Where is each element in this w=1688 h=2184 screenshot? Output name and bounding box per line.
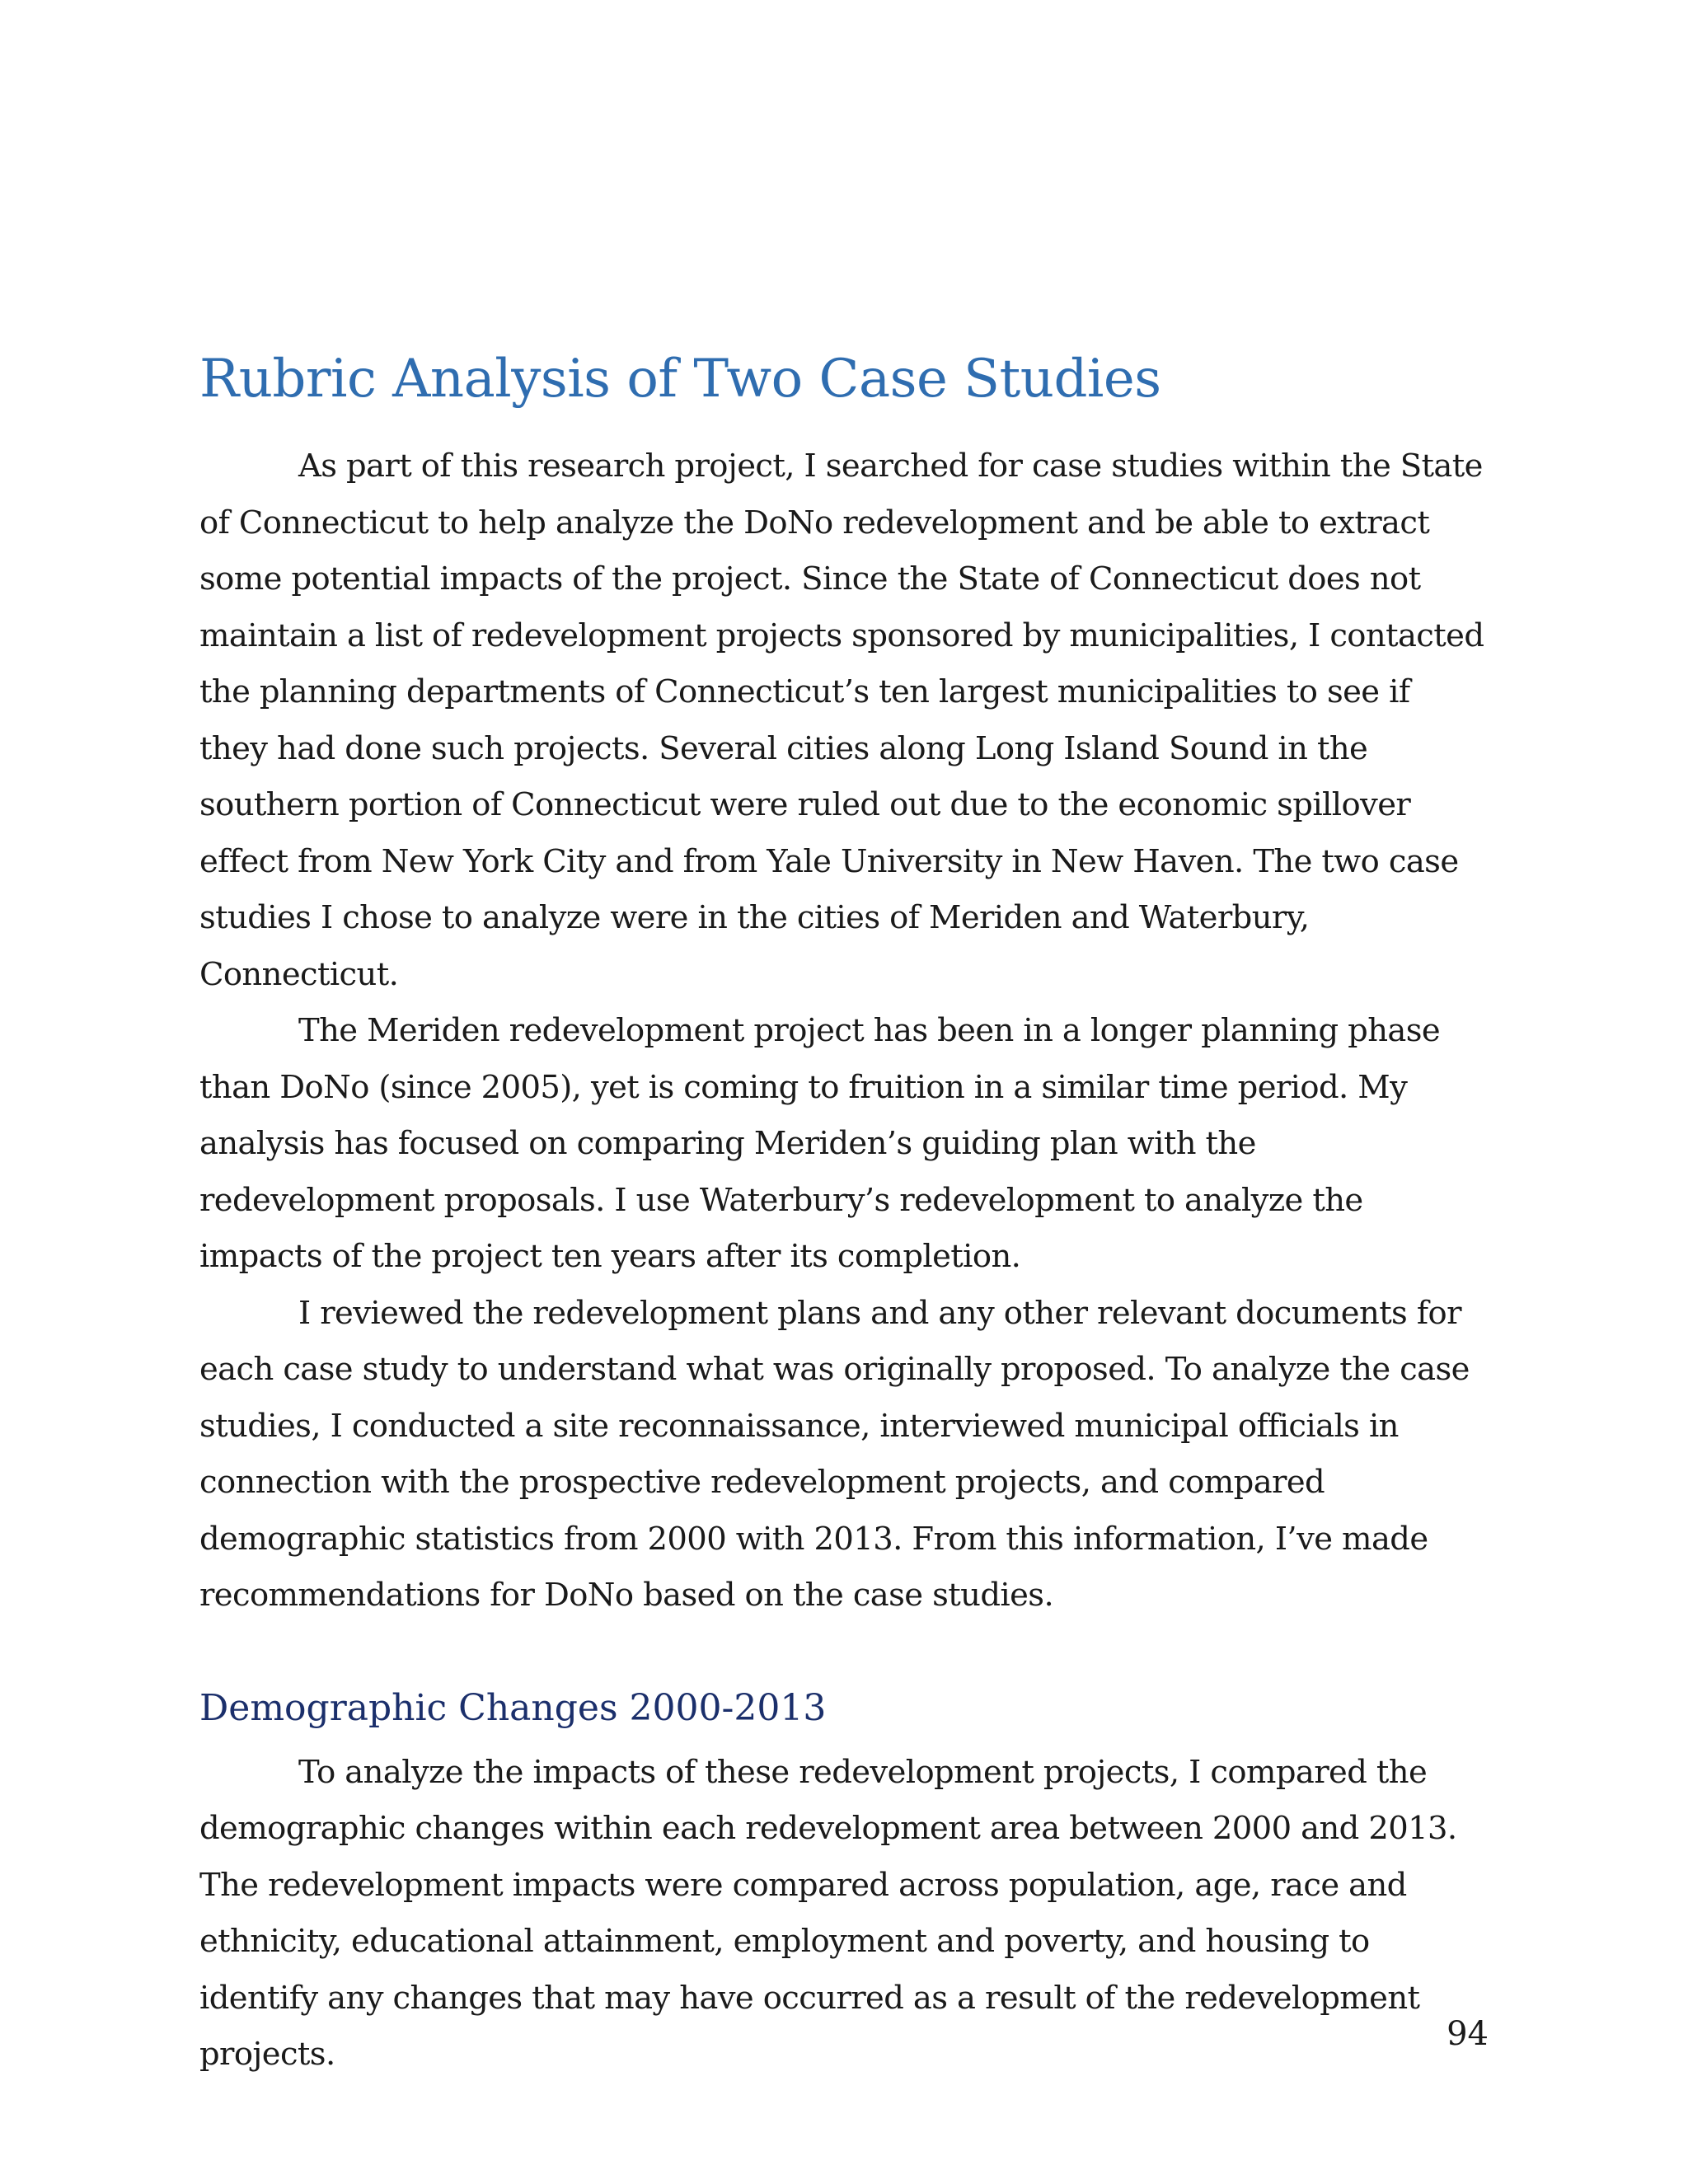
section-spacer — [199, 1624, 1485, 1680]
body-paragraph: As part of this research project, I searched for case studies within the State of Connecticut to help analyze the DoNo redevelopment and be able to extract some potential impacts of the project. Since the State of Connecticut does not maintain a list of redevelopment projects sponsored by municipalities, I contacted the planning departments of Connecticut’s ten largest municipalities to see if they had done such projects. Several cities along Long Island Sound in the southern portion of Connecticut were ruled out due to the economic spillover effect from New York City and from Yale University in New Haven. The two case studies I chose to analyze were in the cities of Meriden and Waterbury, Connecticut. — [199, 448, 1484, 993]
page-title: Rubric Analysis of Two Case Studies — [199, 349, 1161, 410]
body-paragraph: I reviewed the redevelopment plans and any other relevant documents for each case study to understand what was originally proposed. To analyze the case studies, I conducted a site reconnaissance, interviewed municipal officials in connection with the prospective redevelopment projects, and compared demographic statistics from 2000 with 2013. From this information, I’ve made recommendations for DoNo based on the case studies. — [199, 1294, 1470, 1614]
section-heading: Demographic Changes 2000-2013 — [199, 1686, 827, 1729]
body-paragraph: The Meriden redevelopment project has been in a longer planning phase than DoNo (since 2005), yet is coming to fruition in a similar time period. My analysis has focused on comparing Meriden’s guiding plan with the redevelopment proposals. I use Waterbury’s redevelopment to analyze the impacts of the project ten years after its completion. — [199, 1012, 1441, 1275]
page-content — [199, 346, 1485, 2083]
body-paragraph: To analyze the impacts of these redevelopment projects, I compared the demographic changes within each redevelopment area between 2000 and 2013. The redevelopment impacts were compared across population, age, race and ethnicity, educational attainment, employment and poverty, and housing to identify any changes that may have occurred as a result of the redevelopment projects. — [199, 1753, 1457, 2073]
page-number: 94 — [1447, 2015, 1489, 2053]
